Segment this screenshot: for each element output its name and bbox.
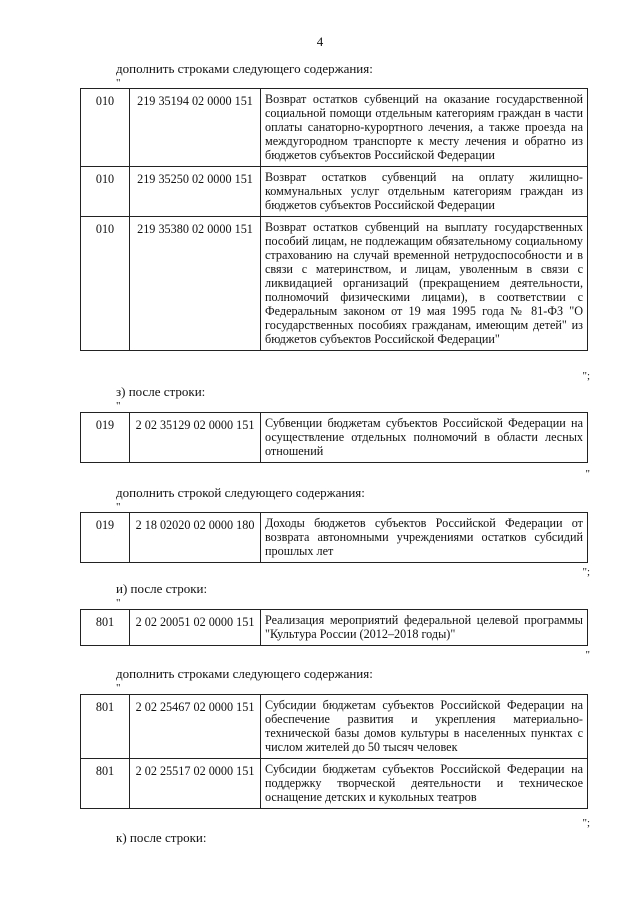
description-cell: Субсидии бюджетам субъектов Российской Федерации на поддержку творческой деятельности и техническое оснащение детских и кукольных театров xyxy=(261,759,588,809)
table-row xyxy=(81,413,588,463)
description-cell: Возврат остатков субвенций на оплату жилищно-коммунальных услуг отдельным категориям граждан из бюджетов субъектов Российской Федерации xyxy=(261,167,588,217)
table-row xyxy=(81,217,588,351)
classification-table xyxy=(80,694,588,809)
revenue-code-cell: 219 35380 02 0000 151 xyxy=(130,217,261,351)
table-row xyxy=(81,167,588,217)
description-cell: Субсидии бюджетам субъектов Российской Федерации на обеспечение развития и укрепления материально-технической базы домов культуры в населенных пунктах с числом жителей до 50 тысяч человек xyxy=(261,695,588,759)
table-row xyxy=(81,695,588,759)
admin-code-cell: 801 xyxy=(81,695,130,759)
table-row xyxy=(81,759,588,809)
table-row xyxy=(81,89,588,167)
revenue-code-cell: 2 02 20051 02 0000 151 xyxy=(130,610,261,646)
admin-code-cell: 010 xyxy=(81,89,130,167)
opening-quote: " xyxy=(116,501,121,513)
revenue-code-cell: 219 35194 02 0000 151 xyxy=(130,89,261,167)
table-row xyxy=(81,610,588,646)
revenue-code-cell: 219 35250 02 0000 151 xyxy=(130,167,261,217)
closing-quote: " xyxy=(585,468,590,480)
closing-quote: "; xyxy=(582,817,590,829)
classification-table xyxy=(80,412,588,463)
description-cell: Субвенции бюджетам субъектов Российской Федерации на осуществление отдельных полномочий в области лесных отношений xyxy=(261,413,588,463)
intro-text: дополнить строками следующего содержания: xyxy=(116,61,373,76)
opening-quote: " xyxy=(116,597,121,609)
admin-code-cell: 801 xyxy=(81,759,130,809)
classification-table xyxy=(80,512,588,563)
revenue-code-cell: 2 02 25517 02 0000 151 xyxy=(130,759,261,809)
opening-quote: " xyxy=(116,77,121,89)
description-cell: Реализация мероприятий федеральной целевой программы "Культура России (2012–2018 годы)" xyxy=(261,610,588,646)
admin-code-cell: 010 xyxy=(81,167,130,217)
admin-code-cell: 019 xyxy=(81,413,130,463)
page-number: 4 xyxy=(316,34,324,49)
table-row xyxy=(81,513,588,563)
admin-code-cell: 019 xyxy=(81,513,130,563)
description-cell: Возврат остатков субвенций на оказание государственной социальной помощи отдельным категориям граждан в части оплаты санаторно-курортного лечения, а также проезда на междугородном транспорте к месту лечения и обратно из бюджетов субъектов Российской Федерации xyxy=(261,89,588,167)
revenue-code-cell: 2 02 25467 02 0000 151 xyxy=(130,695,261,759)
closing-quote: "; xyxy=(582,566,590,578)
classification-table xyxy=(80,609,588,646)
intro-text: дополнить строками следующего содержания: xyxy=(116,666,373,681)
intro-text: дополнить строкой следующего содержания: xyxy=(116,485,365,500)
intro-text: и) после строки: xyxy=(116,581,208,596)
revenue-code-cell: 2 18 02020 02 0000 180 xyxy=(130,513,261,563)
opening-quote: " xyxy=(116,400,121,412)
opening-quote: " xyxy=(116,682,121,694)
closing-quote: "; xyxy=(582,370,590,382)
intro-text: к) после строки: xyxy=(116,830,207,845)
classification-table xyxy=(80,88,588,351)
description-cell: Доходы бюджетов субъектов Российской Федерации от возврата автономными учреждениями остатков субсидий прошлых лет xyxy=(261,513,588,563)
closing-quote: " xyxy=(585,649,590,661)
admin-code-cell: 010 xyxy=(81,217,130,351)
revenue-code-cell: 2 02 35129 02 0000 151 xyxy=(130,413,261,463)
description-cell: Возврат остатков субвенций на выплату государственных пособий лицам, не подлежащим обязательному социальному страхованию на случай временной нетрудоспособности и в связи с материнством, и лицам, уволенным в связи с ликвидацией организаций (прекращением деятельности, полномочий физическими лицами), в соответствии с Федеральным законом от 19 мая 1995 года № 81-ФЗ "О государственных пособиях гражданам, имеющим детей" из бюджетов субъектов Российской Федерации" xyxy=(261,217,588,351)
intro-text: з) после строки: xyxy=(116,384,206,399)
admin-code-cell: 801 xyxy=(81,610,130,646)
